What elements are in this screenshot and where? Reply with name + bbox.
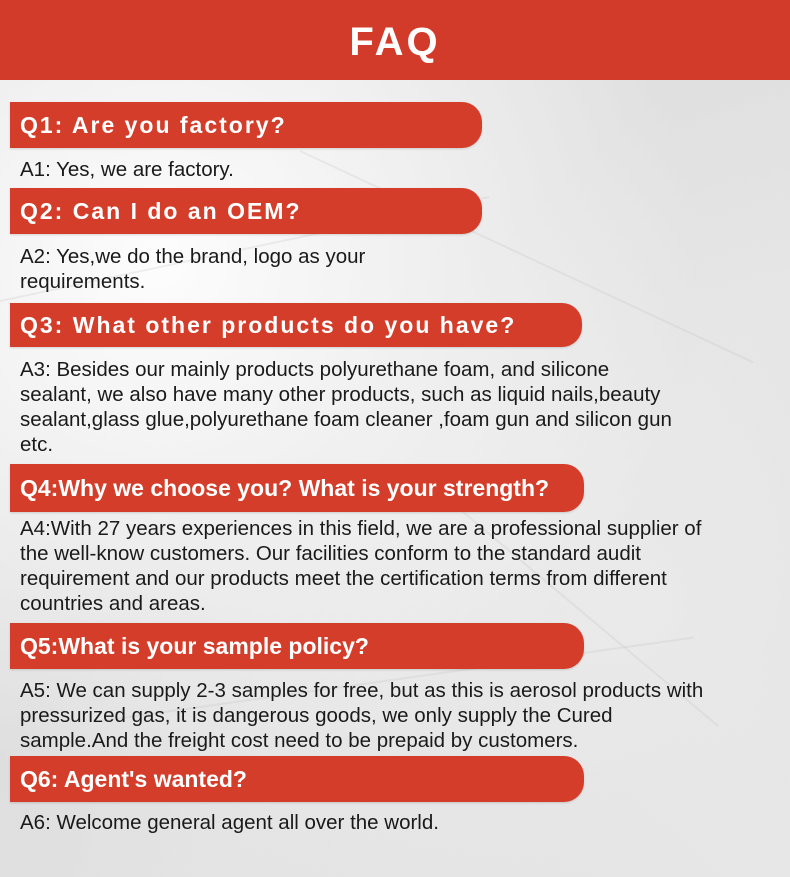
question-text: Q1: Are you factory? [20,111,287,138]
question-bar-6 [10,756,584,802]
answer-text-4: A4:With 27 years experiences in this field, we are a professional supplier of the well-know customers. Our facilities conform to the standard audit requirement and our products meet the certification terms from different countries and areas. [20,517,702,615]
question-text: Q5:What is your sample policy? [20,632,369,659]
question-text: Q4:Why we choose you? What is your strength? [20,474,550,501]
question-bar-5 [10,623,584,669]
question-text: Q6: Agent's wanted? [20,765,247,792]
question-bar-1 [10,102,482,148]
answer-text-6: A6: Welcome general agent all over the world. [20,811,439,834]
question-bar-2 [10,188,482,234]
question-text: Q2: Can I do an OEM? [20,197,302,224]
answer-text-3: A3: Besides our mainly products polyurethane foam, and silicone sealant, we also have many other products, such as liquid nails,beauty sealant,glass glue,polyurethane foam cleaner ,foam gun and silicon gun etc. [20,358,672,456]
page-title: FAQ [349,20,441,64]
answer-text-1: A1: Yes, we are factory. [20,158,234,181]
question-bar-3 [10,303,582,347]
question-text: Q3: What other products do you have? [20,311,517,338]
answer-text-5: A5: We can supply 2-3 samples for free, but as this is aerosol products with pressurized gas, it is dangerous goods, we only supply the Cured sample.And the freight cost need to be prepaid by customers. [20,679,704,752]
question-bar-4 [10,464,584,512]
faq-header [0,0,790,80]
answer-text-2: A2: Yes,we do the brand, logo as your requirements. [20,245,366,293]
